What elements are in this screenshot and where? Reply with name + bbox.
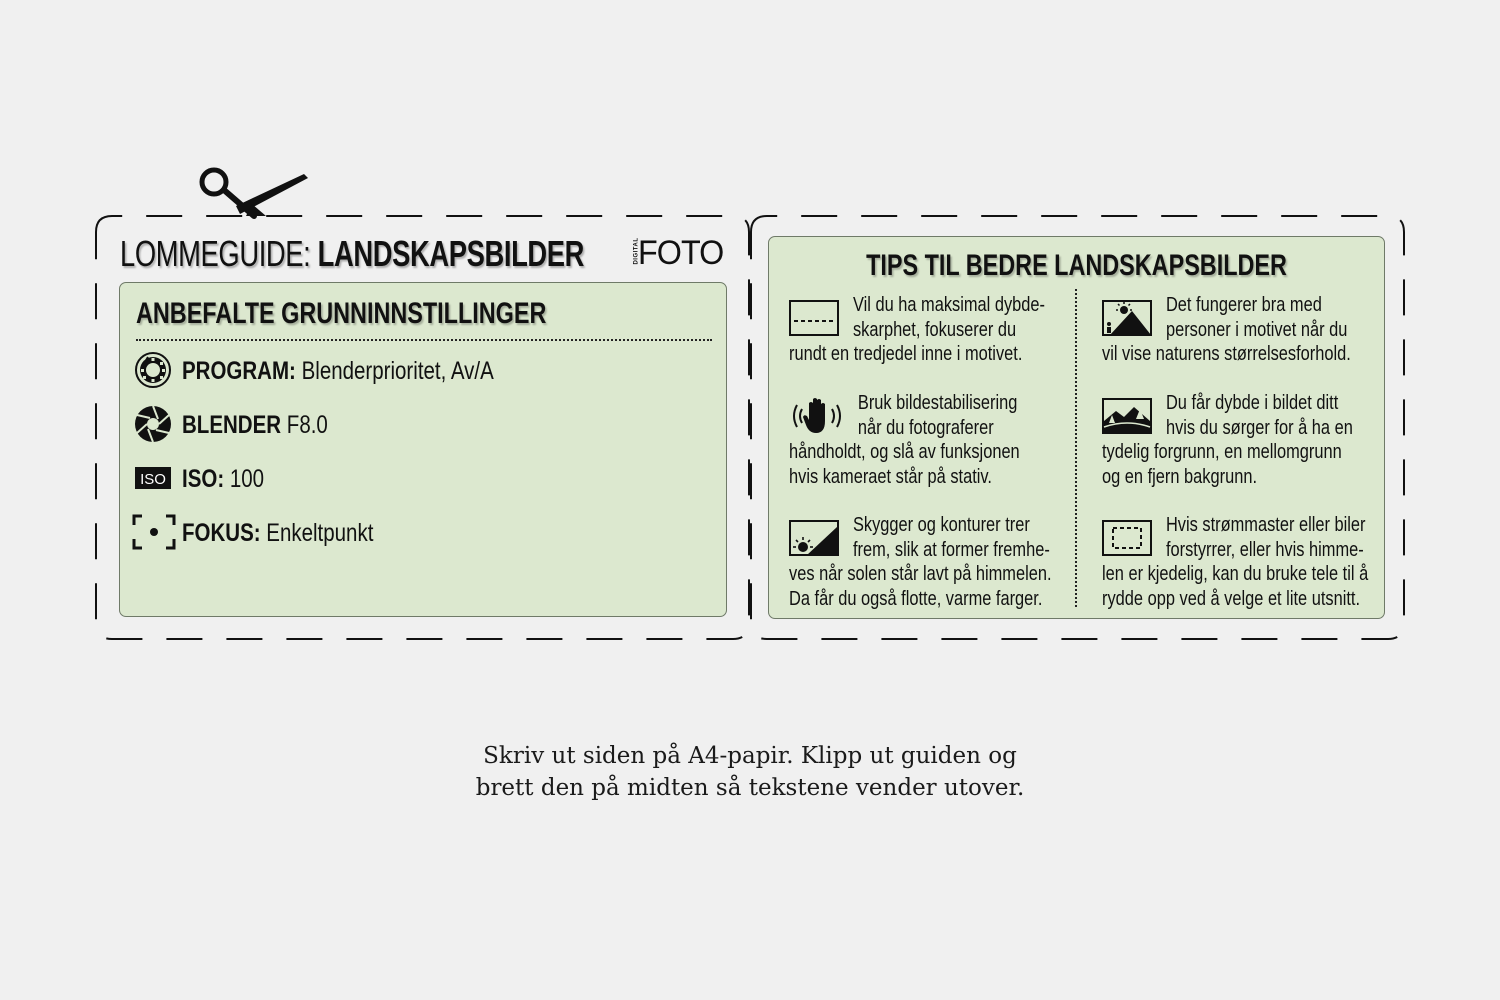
tip-line: rydde opp ved å velge et lite utsnitt.: [1102, 587, 1361, 610]
setting-program-text: [182, 357, 494, 385]
tip-person-scale: [1102, 293, 1392, 393]
tip-line: rundt en tredjedel inne i motivet.: [789, 343, 1023, 365]
tip-depth-layers: [1102, 391, 1392, 491]
tip-line: forstyrrer, eller hvis himme-: [1165, 538, 1364, 561]
tip-line: hvis du sørger for å ha en: [1165, 416, 1353, 439]
tip-line: og en fjern bakgrunn.: [1102, 465, 1258, 488]
tip-line: Skygger og konturer trer: [852, 514, 1030, 536]
tip-line: ves når solen står lavt på himmelen.: [789, 563, 1052, 585]
tip-text: [1102, 513, 1389, 611]
print-instructions-line: brett den på midten så tekstene vender utover.: [475, 775, 1025, 801]
tip-line: Da får du også flotte, varme farger.: [789, 587, 1043, 610]
setting-value: Blenderprioritet, Av/A: [301, 357, 494, 385]
tip-text: [1102, 293, 1389, 367]
tip-line: Bruk bildestabilisering: [857, 392, 1018, 414]
guide-title-main: LANDSKAPSBILDER: [317, 233, 585, 274]
settings-panel-title: ANBEFALTE GRUNNINNSTILLINGER: [136, 297, 547, 330]
setting-label: BLENDER: [182, 411, 282, 439]
tip-line: håndholdt, og slå av funksjonen: [789, 441, 1020, 463]
tip-line: len er kjedelig, kan du bruke tele til å: [1102, 563, 1369, 585]
tip-line: Hvis strømmaster eller biler: [1165, 514, 1366, 536]
tip-low-sun: [789, 513, 1079, 613]
setting-label: FOKUS:: [182, 519, 261, 547]
dotted-divider: [136, 339, 712, 341]
tip-text: [1102, 391, 1389, 489]
tip-line: vil vise naturens størrelsesforhold.: [1102, 343, 1351, 365]
brand-logo-main: FOTO: [638, 234, 724, 272]
focus-point-icon: [132, 513, 176, 551]
settings-panel: [119, 282, 727, 617]
setting-focus: [134, 513, 694, 551]
guide-title-prefix: LOMMEGUIDE:: [120, 233, 311, 274]
tip-text: [789, 513, 1076, 611]
print-instructions: [0, 740, 1500, 804]
setting-program: [134, 351, 694, 389]
tip-crop: [1102, 513, 1392, 613]
brand-logo-small: DIGITAL: [633, 237, 640, 265]
tip-line: skarphet, fokuserer du: [852, 318, 1017, 341]
tips-panel: [768, 236, 1385, 619]
setting-iso-text: [182, 465, 264, 493]
tip-line: Det fungerer bra med: [1165, 294, 1322, 316]
print-instructions-line: Skriv ut siden på A4-papir. Klipp ut guiden og: [483, 743, 1017, 769]
setting-value: F8.0: [286, 411, 328, 439]
setting-label: PROGRAM:: [182, 357, 296, 385]
setting-aperture: [134, 405, 694, 443]
setting-focus-text: [182, 519, 373, 547]
aperture-icon: [134, 405, 172, 443]
setting-aperture-text: [182, 411, 328, 439]
tip-line: personer i motivet når du: [1165, 318, 1348, 341]
tip-line: Vil du ha maksimal dybde-: [852, 294, 1046, 316]
tip-line: hvis kameraet står på stativ.: [789, 465, 992, 488]
mode-dial-icon: [134, 351, 172, 389]
iso-icon-text: ISO: [140, 471, 166, 488]
setting-value: Enkeltpunkt: [266, 519, 374, 547]
tip-stabilization: [789, 391, 1079, 491]
tip-focus-third: [789, 293, 1079, 393]
guide-title: [120, 232, 584, 276]
setting-iso: [134, 459, 694, 497]
setting-value: 100: [229, 465, 265, 493]
scissors-icon: [196, 164, 312, 220]
tip-line: frem, slik at former fremhe-: [852, 538, 1050, 561]
tip-line: Du får dybde i bildet ditt: [1165, 392, 1339, 414]
tip-text: [789, 391, 1076, 489]
tip-line: når du fotograferer: [857, 416, 994, 439]
iso-icon: [134, 459, 172, 497]
tips-panel-title: TIPS TIL BEDRE LANDSKAPSBILDER: [866, 249, 1287, 282]
tip-line: tydelig forgrunn, en mellomgrunn: [1102, 441, 1342, 463]
tip-text: [789, 293, 1076, 367]
setting-label: ISO:: [182, 465, 225, 493]
